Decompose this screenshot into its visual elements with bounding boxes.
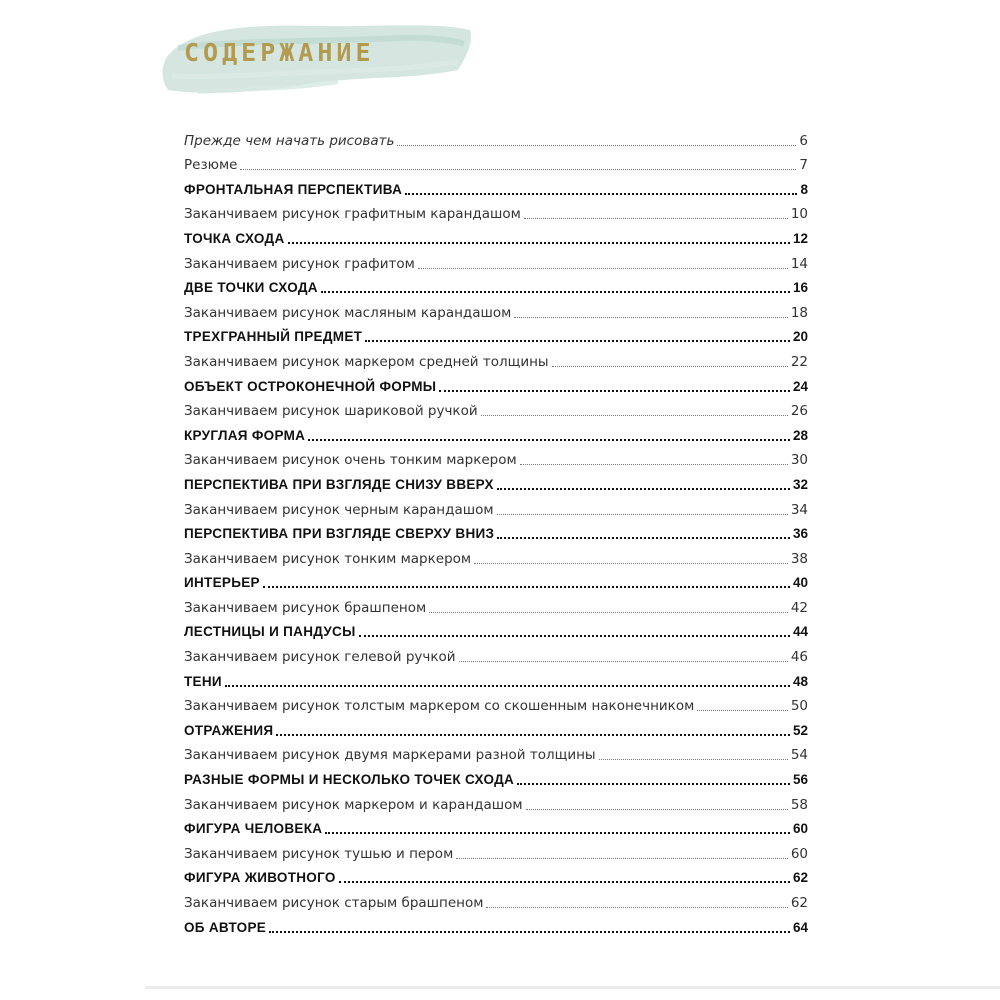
toc-page-number: 38 xyxy=(790,550,808,567)
toc-entry-title: Заканчиваем рисунок маркером средней толщины xyxy=(184,353,549,370)
toc-page-number: 42 xyxy=(790,599,808,616)
dot-leader xyxy=(397,145,796,146)
toc-entry-row xyxy=(184,494,808,519)
dot-leader xyxy=(456,858,788,859)
toc-page-number: 48 xyxy=(792,673,808,689)
toc-page-number: 7 xyxy=(799,157,808,174)
toc-entry-title: Заканчиваем рисунок очень тонким маркером xyxy=(184,452,517,469)
dot-leader xyxy=(526,809,788,810)
toc-entry-title: Заканчиваем рисунок шариковой ручкой xyxy=(184,403,478,420)
dot-leader xyxy=(474,563,788,564)
toc-page-number: 30 xyxy=(790,452,808,469)
toc-page-number: 8 xyxy=(800,181,808,197)
dot-leader xyxy=(405,193,797,195)
toc-entry-title: Резюме xyxy=(184,157,238,174)
toc-entry-row xyxy=(184,199,808,224)
toc-page-number: 12 xyxy=(792,230,808,246)
toc-entry-row xyxy=(184,838,808,863)
toc-entry-title: ПЕРСПЕКТИВА ПРИ ВЗГЛЯДЕ СНИЗУ ВВЕРХ xyxy=(184,476,494,492)
toc-entry-title: Заканчиваем рисунок гелевой ручкой xyxy=(184,649,456,666)
toc-chapter-row xyxy=(184,174,808,199)
toc-page-number: 10 xyxy=(790,206,808,223)
toc-entry-title: Заканчиваем рисунок графитным карандашом xyxy=(184,206,521,223)
dot-leader xyxy=(308,439,790,441)
toc-chapter-row xyxy=(184,322,808,347)
toc-entry-title: ПЕРСПЕКТИВА ПРИ ВЗГЛЯДЕ СВЕРХУ ВНИЗ xyxy=(184,526,495,542)
toc-chapter-row xyxy=(184,371,808,396)
dot-leader xyxy=(240,169,796,170)
toc-chapter-row xyxy=(184,223,808,248)
title-block xyxy=(158,18,476,100)
toc-page-number: 40 xyxy=(792,575,808,591)
toc-page-number: 64 xyxy=(792,919,808,935)
toc-entry-title: ОБ АВТОРЕ xyxy=(184,919,267,935)
dot-leader xyxy=(225,685,790,687)
dot-leader xyxy=(599,759,788,760)
toc-chapter-row xyxy=(184,764,808,789)
toc-entry-title: ТЕНИ xyxy=(184,673,222,689)
dot-leader xyxy=(325,832,790,834)
toc-entry-title: Заканчиваем рисунок тушью и пером xyxy=(184,845,454,862)
toc-page-number: 44 xyxy=(792,624,808,640)
dot-leader xyxy=(481,415,788,416)
toc-page-number: 24 xyxy=(792,378,808,394)
toc-entry-row xyxy=(184,150,808,175)
dot-leader xyxy=(459,661,788,662)
toc-chapter-row xyxy=(184,912,808,937)
toc-entry-row xyxy=(184,691,808,716)
bottom-divider xyxy=(145,986,1000,989)
toc-chapter-row xyxy=(184,273,808,298)
dot-leader xyxy=(263,586,790,588)
toc-entry-row xyxy=(184,543,808,568)
dot-leader xyxy=(497,537,790,539)
dot-leader xyxy=(552,366,788,367)
toc-entry-title: ЛЕСТНИЦЫ И ПАНДУСЫ xyxy=(184,624,356,640)
toc-chapter-row xyxy=(184,666,808,691)
toc-page-number: 56 xyxy=(792,772,808,788)
toc-entry-title: ФРОНТАЛЬНАЯ ПЕРСПЕКТИВА xyxy=(184,181,403,197)
toc-entry-title: ИНТЕРЬЕР xyxy=(184,575,260,591)
toc-chapter-row xyxy=(184,420,808,445)
toc-page-number: 20 xyxy=(792,329,808,345)
toc-page-number: 60 xyxy=(792,821,808,837)
toc-entry-title: Заканчиваем рисунок маркером и карандашом xyxy=(184,796,523,813)
toc-entry-title: КРУГЛАЯ ФОРМА xyxy=(184,427,306,443)
toc-entry-title: Заканчиваем рисунок черным карандашом xyxy=(184,501,494,518)
toc-page-number: 22 xyxy=(790,353,808,370)
toc-entry-title: ФИГУРА ЧЕЛОВЕКА xyxy=(184,821,323,837)
toc-chapter-row xyxy=(184,469,808,494)
dot-leader xyxy=(339,881,790,883)
toc-page-number: 26 xyxy=(790,403,808,420)
dot-leader xyxy=(497,488,790,490)
toc-entry-row xyxy=(184,887,808,912)
toc-chapter-row xyxy=(184,715,808,740)
dot-leader xyxy=(486,907,787,908)
toc-page-number: 46 xyxy=(790,649,808,666)
toc-entry-title: Прежде чем начать рисовать xyxy=(184,132,395,149)
toc-page-number: 28 xyxy=(792,427,808,443)
toc-entry-row xyxy=(184,740,808,765)
toc-page-number: 18 xyxy=(790,304,808,321)
toc-page-number: 60 xyxy=(790,845,808,862)
dot-leader xyxy=(288,242,790,244)
toc-page-number: 62 xyxy=(790,895,808,911)
toc-entry-title: Заканчиваем рисунок брашпеном xyxy=(184,599,427,616)
dot-leader xyxy=(321,291,790,293)
toc-page-number: 34 xyxy=(790,501,808,518)
toc-chapter-row xyxy=(184,863,808,888)
toc-entry-title: Заканчиваем рисунок масляным карандашом xyxy=(184,304,512,321)
dot-leader xyxy=(276,734,790,736)
toc-entry-row xyxy=(184,445,808,470)
toc-page-number: 54 xyxy=(790,747,808,764)
toc-chapter-row xyxy=(184,519,808,544)
toc-page-number: 14 xyxy=(790,255,808,272)
toc-entry-title: Заканчиваем рисунок графитом xyxy=(184,255,415,272)
dot-leader xyxy=(359,635,790,637)
dot-leader xyxy=(517,783,790,785)
toc-entry-row xyxy=(184,248,808,273)
toc-chapter-row xyxy=(184,568,808,593)
dot-leader xyxy=(514,317,787,318)
dot-leader xyxy=(365,340,790,342)
toc-chapter-row xyxy=(184,617,808,642)
toc-entry-title: Заканчиваем рисунок тонким маркером xyxy=(184,550,472,567)
toc-entry-title: ОТРАЖЕНИЯ xyxy=(184,722,274,738)
toc-entry-row xyxy=(184,641,808,666)
toc-page-number: 6 xyxy=(799,132,808,149)
toc-entry-row xyxy=(184,396,808,421)
toc-page-number: 50 xyxy=(790,698,808,715)
toc-page-number: 52 xyxy=(792,722,808,738)
dot-leader xyxy=(439,390,790,392)
toc-page-number: 36 xyxy=(792,526,808,542)
toc-entry-row xyxy=(184,125,808,150)
dot-leader xyxy=(524,218,788,219)
toc-page-number: 16 xyxy=(792,280,808,296)
toc-entry-title: ФИГУРА ЖИВОТНОГО xyxy=(184,870,336,886)
toc-entry-title: ТРЕХГРАННЫЙ ПРЕДМЕТ xyxy=(184,329,363,345)
toc-entry-title: Заканчиваем рисунок старым брашпеном xyxy=(184,895,484,911)
toc-entry-title: ТОЧКА СХОДА xyxy=(184,230,285,246)
dot-leader xyxy=(520,464,788,465)
page-title: СОДЕРЖАНИЕ xyxy=(184,38,375,67)
toc-entry-row xyxy=(184,346,808,371)
toc-entry-title: Заканчиваем рисунок двумя маркерами разной толщины xyxy=(184,747,596,764)
toc-entry-title: РАЗНЫЕ ФОРМЫ И НЕСКОЛЬКО ТОЧЕК СХОДА xyxy=(184,772,515,788)
toc-entry-row xyxy=(184,297,808,322)
toc-entry-title: ДВЕ ТОЧКИ СХОДА xyxy=(184,280,318,296)
dot-leader xyxy=(497,514,788,515)
toc-chapter-row xyxy=(184,814,808,839)
dot-leader xyxy=(697,710,788,711)
toc-entry-title: ОБЪЕКТ ОСТРОКОНЕЧНОЙ ФОРМЫ xyxy=(184,378,437,394)
dot-leader xyxy=(418,268,788,269)
toc-page-number: 58 xyxy=(790,796,808,813)
dot-leader xyxy=(429,612,788,613)
toc-page-number: 32 xyxy=(792,476,808,492)
table-of-contents xyxy=(184,125,808,937)
toc-entry-title: Заканчиваем рисунок толстым маркером со скошенным наконечником xyxy=(184,698,695,715)
toc-entry-row xyxy=(184,592,808,617)
toc-page-number: 62 xyxy=(792,870,808,886)
dot-leader xyxy=(269,931,790,933)
toc-entry-row xyxy=(184,789,808,814)
